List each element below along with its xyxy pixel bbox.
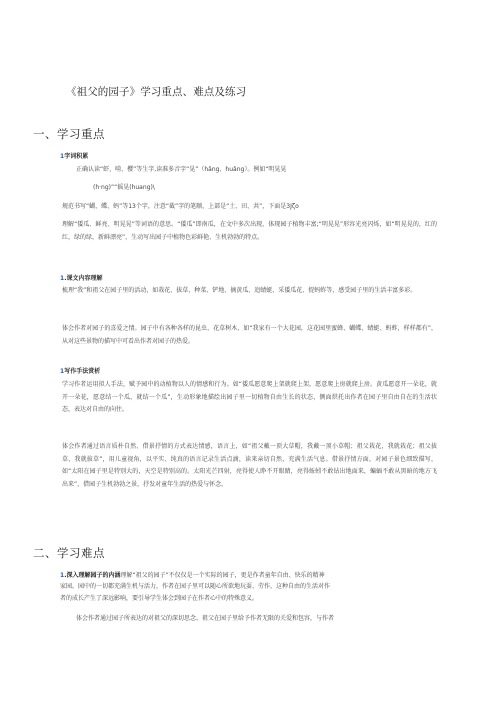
- vocab-meaning-paragraph: [62, 219, 437, 244]
- subheading-writing: [60, 366, 100, 375]
- difficulty-last-line: 体会作者通过园子所表达的对祖父的深切思念。祖父在园子里给予作者无限的关爱和包容，与作者: [76, 615, 335, 622]
- subheading-label: 字词积累: [64, 153, 89, 160]
- content-text-1: 梳理“我”和祖父在园子里的活动，如栽花、拔草、种菜、铲地、摘黄瓜、追蜻蜓、采倭瓜花、捉蚂蚱等，感受园子里的生活丰富多彩。: [62, 287, 417, 294]
- subheading-number: 1: [60, 153, 65, 160]
- writing-text-2: 体会作者通过语言质朴自然、借景抒情的方式表达情感，语言上，如“祖父戴一顶大草帽，我戴一顶小草帽；祖父栽花，我就栽花；祖父拔草，我就拔草”，用儿童视角，以平实、纯真的语言记录生活点滴，读来亲切自然，充满生活气息。借景抒情方面，对园子景色细致描写，如“太阳在园子里是特别大的，天空是特别高的。太阳光芒四射，亮得使人睁不开眼睛，亮得蚯蚓不敢钻出地面来，蝙蝠不敢从黑暗的地方飞出来”，借园子生机勃勃之景，抒发对童年生活的热爱与怀念。: [62, 443, 437, 488]
- difficulty-line-3: 者的成长产生了深远影响，要引导学生体会到园子在作者心中的特殊意义。: [60, 595, 259, 602]
- section-heading-key-points: 一、学习重点: [33, 127, 105, 141]
- difficulty-line-2: 家园。园中的一切都充满生机与活力，作者在园子里可以随心所欲地玩耍、劳作，这种自由的生活对作: [60, 583, 331, 590]
- content-paragraph-1: [62, 285, 437, 298]
- writing-paragraph-2: [62, 441, 437, 491]
- subheading-number: 1: [60, 275, 65, 282]
- subheading-label: 写作手法赏析: [64, 368, 101, 375]
- section-heading-difficulties: 二、学习难点: [33, 546, 105, 560]
- writing-paragraph-1: [62, 379, 437, 417]
- content-paragraph-2: [62, 323, 437, 348]
- difficulty-number: 1: [60, 572, 65, 579]
- subheading-content: [60, 273, 102, 282]
- document-title: 《祖父的园子》学习重点、难点及练习: [66, 86, 247, 98]
- difficulty-bold-label: .深入理解园子的内涵: [64, 572, 121, 579]
- vocab-line-1: 正确认读“虾、啃、樱”等生字,读准多音字“晃”（hǎng、huǎng）。例如“明晃晃: [76, 166, 287, 173]
- vocab-writing-line: 规范书写“蝴、蝶、蚂”等13个字，注意“截”字的笔顺，上部是“土、田、共”，下面是3Jζo: [62, 203, 299, 210]
- subheading-label: .课文内容理解: [64, 275, 103, 282]
- writing-text-1: 学习作者运用拟人手法，赋予园中的动植物以人的情感和行为。如“倭瓜愿意爬上架就爬上架，愿意爬上房就爬上房。黄瓜愿意开一朵花，就开一朵花，愿意结一个瓜，就结一个瓜”，生动形象地描绘出园子里一切植物自由生长的状态，侧面烘托出作者在园子里自由自在的生活状态，表达对自由的向往。: [62, 381, 437, 413]
- subheading-vocabulary: [60, 151, 88, 160]
- difficulty-lead-text: 理解“祖父的园子”不仅仅是一个实际的园子，更是作者童年自由、快乐的精神: [120, 572, 325, 579]
- vocab-line-2: (h·ng)”“摇晃(huang)\: [93, 184, 155, 191]
- content-text-2: 体会作者对园子的喜爱之情。园子中有各种各样的昆虫、花草树木，如“我家有一个大花园，这花园里蜜蜂、蝴蝶、蜻蜓、蚂蚱，样样都有”，从对这些景物的描写中可看出作者对园子的热爱。: [62, 325, 437, 345]
- subheading-number: 1: [60, 368, 65, 375]
- difficulty-lead-line: [60, 570, 325, 579]
- vocab-meaning-text: 理解“倭瓜、鲜亮、明晃晃”等词语的意思。“倭瓜”即南瓜，在文中多次出现，体现园子植物丰富;“明晃晃”形容光亮闪烁，如“明晃晃的，红的红，绿的绿，新鲜漂亮”，生动写出园子中植物色彩鲜艳、生机勃勃的特点。: [62, 221, 437, 241]
